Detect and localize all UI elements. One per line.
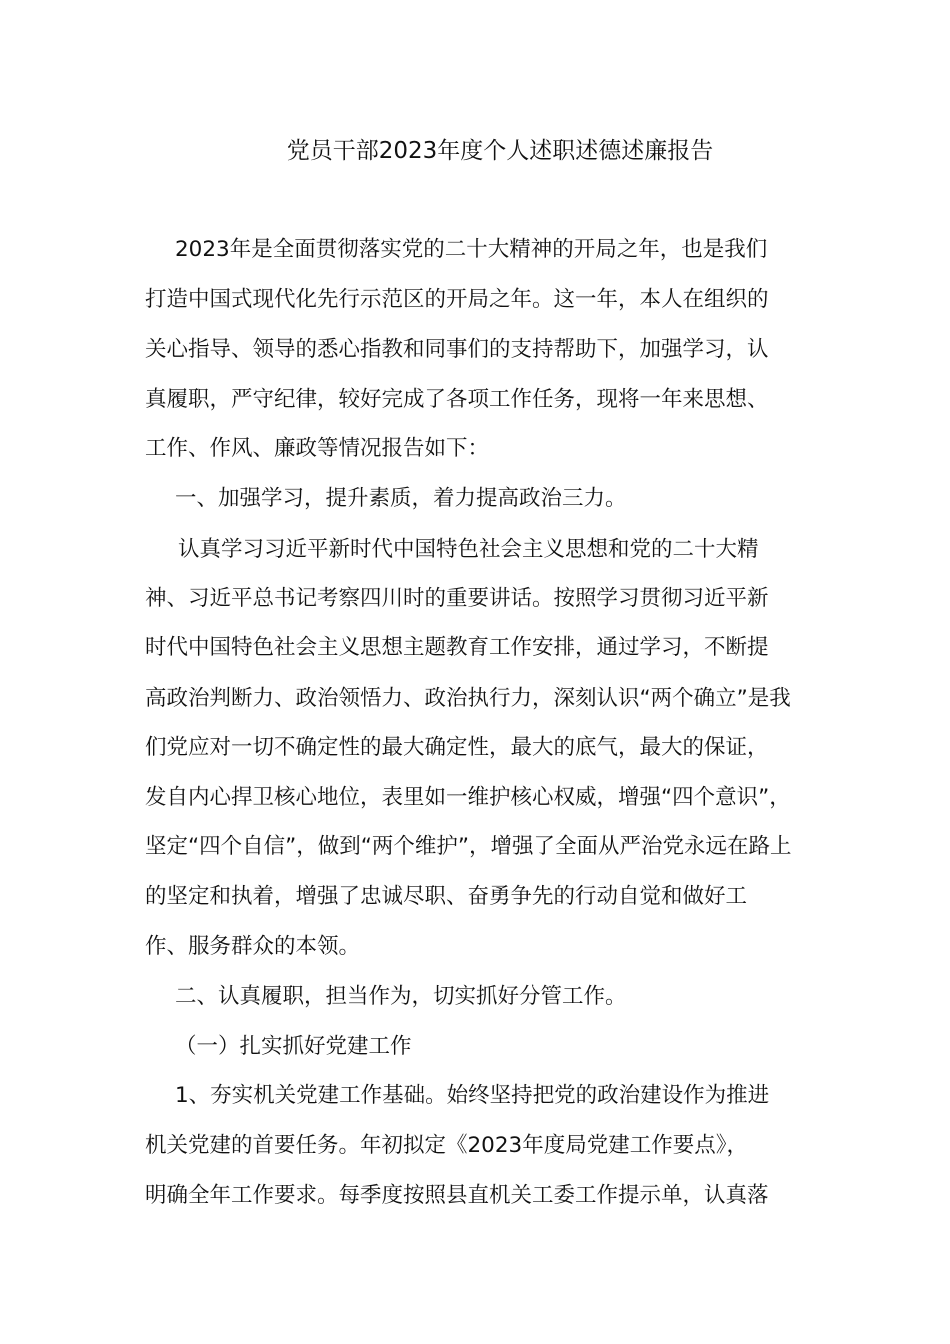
paragraph-line: 神、习近平总书记考察四川时的重要讲话。按照学习贯彻习近平新 — [145, 586, 769, 611]
section-heading: 二、认真履职，担当作为，切实抓好分管工作。 — [175, 984, 627, 1009]
paragraph-line: 2023年是全面贯彻落实党的二十大精神的开局之年，也是我们 — [175, 237, 768, 262]
paragraph-line: 明确全年工作要求。每季度按照县直机关工委工作提示单，认真落 — [145, 1183, 769, 1208]
paragraph-line: 打造中国式现代化先行示范区的开局之年。这一年，本人在组织的 — [145, 287, 769, 312]
document-title: 党员干部2023年度个人述职述德述廉报告 — [286, 138, 714, 164]
paragraph-line: 关心指导、领导的悉心指教和同事们的支持帮助下，加强学习，认 — [145, 337, 769, 362]
paragraph-line: 机关党建的首要任务。年初拟定《2023年度局党建工作要点》， — [145, 1133, 748, 1158]
paragraph-line: 作、服务群众的本领。 — [145, 934, 361, 959]
section-heading: 一、加强学习，提升素质，着力提高政治三力。 — [175, 486, 627, 511]
paragraph-line: 的坚定和执着，增强了忠诚尽职、奋勇争先的行动自觉和做好工 — [145, 884, 748, 909]
paragraph-line: 真履职，严守纪律，较好完成了各项工作任务，现将一年来思想、 — [145, 387, 769, 412]
paragraph-line: 时代中国特色社会主义思想主题教育工作安排，通过学习，不断提 — [145, 635, 769, 660]
paragraph-line: 高政治判断力、政治领悟力、政治执行力，深刻认识“两个确立”是我 — [145, 686, 791, 711]
paragraph-line: 们党应对一切不确定性的最大确定性，最大的底气，最大的保证， — [145, 735, 769, 760]
subsection-heading: （一）扎实抓好党建工作 — [175, 1034, 412, 1059]
paragraph-line: 工作、作风、廉政等情况报告如下： — [145, 436, 490, 461]
paragraph-line: 坚定“四个自信”，做到“两个维护”，增强了全面从严治党永远在路上 — [145, 834, 792, 859]
paragraph-line: 认真学习习近平新时代中国特色社会主义思想和党的二十大精 — [178, 537, 759, 562]
paragraph-line: 发自内心捍卫核心地位，表里如一维护核心权威，增强“四个意识”， — [145, 785, 791, 810]
paragraph-line: 1、夯实机关党建工作基础。始终坚持把党的政治建设作为推进 — [175, 1083, 770, 1108]
